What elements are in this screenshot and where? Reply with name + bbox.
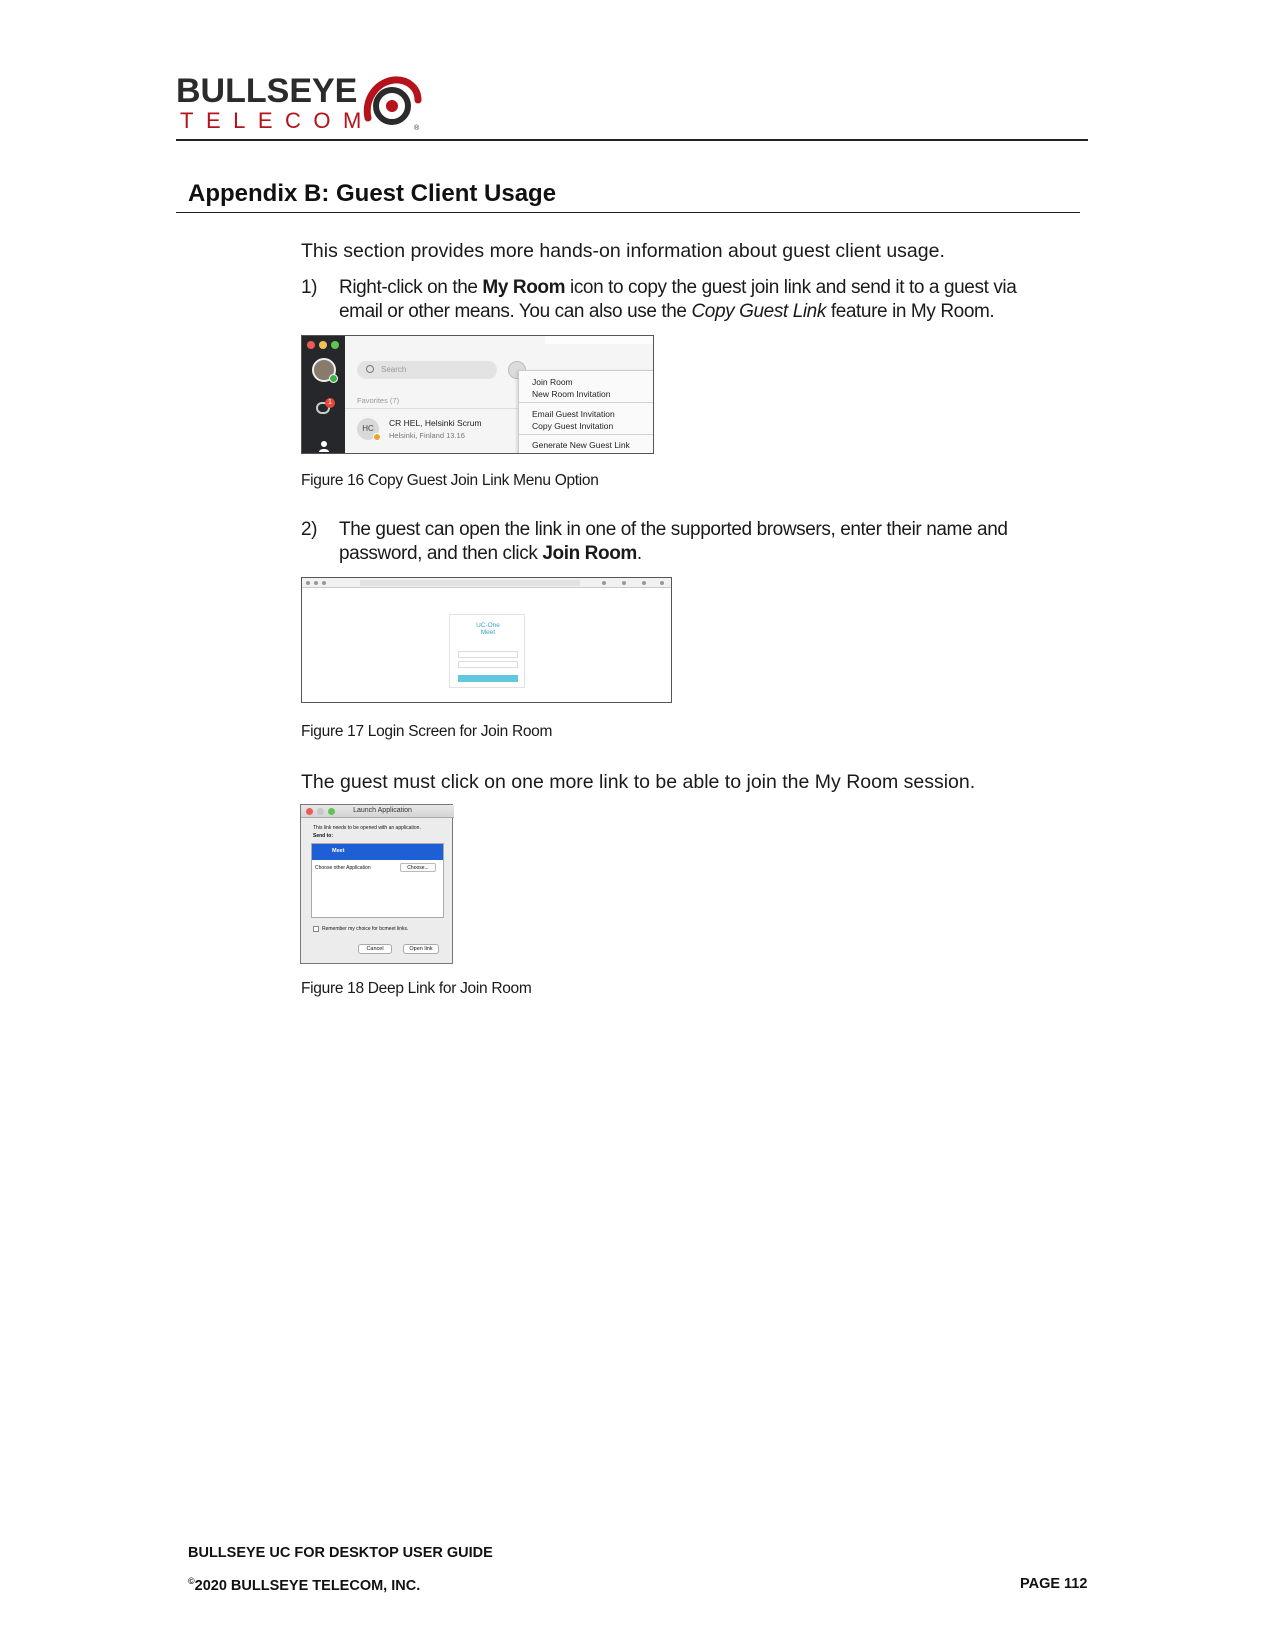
app-main-panel — [345, 336, 654, 454]
password-field[interactable] — [458, 661, 518, 668]
login-instructions — [450, 641, 526, 645]
menu-divider — [519, 402, 654, 403]
bullseye-target-icon — [362, 74, 424, 132]
choose-button[interactable]: Choose... — [400, 863, 436, 872]
send-to-label: Send to: — [313, 833, 333, 839]
zoom-dot-icon — [331, 341, 339, 349]
menu-item-generate-new-guest-link[interactable]: Generate New Guest Link — [532, 440, 630, 450]
figure-17-caption: Figure 17 Login Screen for Join Room — [301, 723, 553, 740]
bullseye-telecom-logo — [176, 74, 426, 136]
toolbar-icon — [602, 581, 606, 585]
minimize-dot-icon — [319, 341, 327, 349]
chat-badge: 1 — [325, 398, 335, 408]
list-item-selected[interactable]: Meet — [312, 844, 443, 860]
step-2 — [301, 518, 1081, 568]
remember-checkbox[interactable] — [313, 926, 319, 932]
step-1 — [301, 276, 1081, 326]
remember-label: Remember my choice for bcmeet links. — [322, 926, 409, 932]
logo-wordmark-telecom: TELECOM — [180, 108, 374, 133]
figure-16-screenshot — [301, 335, 654, 454]
favorites-label: Favorites (7) — [357, 396, 400, 405]
dialog-message: This link needs to be opened with an application. — [313, 825, 421, 831]
svg-text:®: ® — [414, 125, 420, 132]
footer-guide-title: BULLSEYE UC FOR DESKTOP USER GUIDE — [188, 1545, 493, 1561]
search-input[interactable]: Search — [357, 361, 497, 379]
context-menu — [518, 370, 654, 454]
menu-item-join-room[interactable]: Join Room — [532, 377, 573, 387]
login-card — [449, 614, 525, 688]
page-number: PAGE 112 — [1020, 1576, 1088, 1592]
menu-item-email-guest-invitation[interactable]: Email Guest Invitation — [532, 409, 615, 419]
forward-icon — [314, 581, 318, 585]
application-list — [311, 843, 444, 918]
address-bar — [360, 580, 580, 586]
my-room-term: My Room — [482, 277, 566, 298]
open-link-button[interactable]: Open link — [403, 944, 439, 954]
section-title-underline — [176, 212, 1080, 213]
menu-divider — [519, 434, 654, 435]
figure-18-caption: Figure 18 Deep Link for Join Room — [301, 980, 532, 997]
step-number: 1) — [301, 277, 318, 298]
back-icon — [306, 581, 310, 585]
search-icon — [366, 365, 374, 373]
contact-name[interactable]: CR HEL, Helsinki Scrum — [389, 418, 482, 428]
figure-18-screenshot — [300, 804, 453, 964]
close-dot-icon — [307, 341, 315, 349]
top-strip — [545, 336, 654, 344]
contacts-icon[interactable] — [318, 440, 330, 452]
menu-icon — [660, 581, 664, 585]
list-item[interactable]: Choose other Application — [315, 865, 371, 871]
contact-avatar: HC — [357, 418, 379, 440]
login-title: UC-One Meet — [476, 622, 500, 636]
menu-item-copy-guest-invitation[interactable]: Copy Guest Invitation — [532, 421, 614, 431]
reload-icon — [322, 581, 326, 585]
figure-17-screenshot — [301, 577, 672, 703]
presence-available-icon — [329, 374, 338, 383]
dialog-title: Launch Application — [353, 807, 412, 814]
toolbar-icon — [622, 581, 626, 585]
logo-wordmark-bullseye: BULLSEYE — [176, 72, 358, 110]
join-room-term: Join Room — [542, 543, 637, 564]
after-figure-paragraph: The guest must click on one more link to be able to join the My Room session. — [301, 771, 976, 793]
step-text: Right-click on the My Room icon to copy the guest join link and send it to a guest via email or other means. You can also use the Copy Guest Link feature in My Room. — [339, 277, 1017, 322]
menu-item-new-room-invitation[interactable]: New Room Invitation — [532, 389, 611, 399]
cancel-button[interactable]: Cancel — [358, 944, 392, 954]
toolbar-icon — [642, 581, 646, 585]
join-room-button[interactable] — [458, 675, 518, 682]
intro-paragraph: This section provides more hands-on information about guest client usage. — [301, 240, 945, 262]
figure-16-caption: Figure 16 Copy Guest Join Link Menu Option — [301, 472, 599, 489]
app-sidebar — [302, 336, 345, 454]
name-field[interactable] — [458, 651, 518, 658]
copy-guest-link-term: Copy Guest Link — [691, 301, 826, 322]
browser-toolbar — [302, 578, 672, 588]
contact-location: Helsinki, Finland 13.16 — [389, 431, 465, 440]
header-divider — [176, 139, 1088, 141]
presence-away-icon — [373, 433, 381, 441]
step-number: 2) — [301, 519, 318, 540]
section-title: Appendix B: Guest Client Usage — [188, 180, 557, 207]
footer-copyright: ©2020 BULLSEYE TELECOM, INC. — [188, 1576, 421, 1594]
dialog-titlebar — [301, 805, 454, 818]
step-text: The guest can open the link in one of the supported browsers, enter their name and password, and then click Join Room. — [339, 519, 1008, 564]
